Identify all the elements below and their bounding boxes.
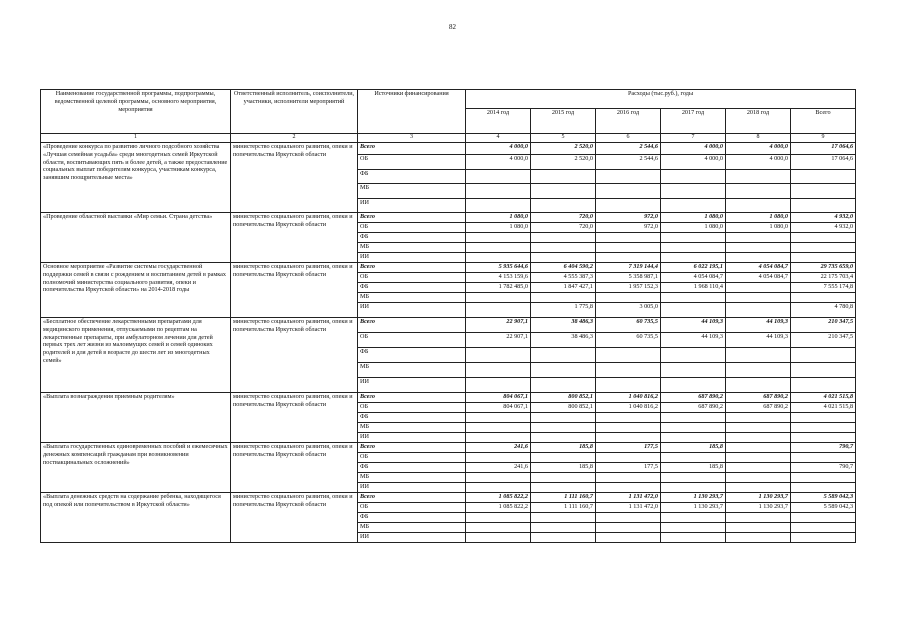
expense-value [596, 363, 661, 378]
table-row [41, 318, 856, 333]
executor-name: министерство социального развития, опеки и попечительства Иркутской области [231, 443, 358, 493]
expense-value [531, 413, 596, 423]
expense-value [596, 413, 661, 423]
expense-value [596, 533, 661, 543]
expense-value [661, 253, 726, 263]
expense-value [531, 243, 596, 253]
funding-source: МБ [358, 293, 466, 303]
funding-source: ИИ [358, 378, 466, 393]
expense-value: 17 064,6 [791, 155, 856, 170]
expense-value [661, 423, 726, 433]
column-number: 8 [726, 134, 791, 143]
column-number: 4 [466, 134, 531, 143]
expense-value [661, 473, 726, 483]
activity-name: «Бесплатное обеспечение лекарственными препаратами для медицинского применения, отпускаемыми по рецептам на лекарственные препараты, при амбулаторном лечении для детей первых трех лет жизни из малоимущих семей и семей одиноких родителей и для детей в возрасте до шести лет из многодетных семей» [41, 318, 231, 393]
funding-source: ФБ [358, 513, 466, 523]
expense-value [466, 513, 531, 523]
expense-value: 4 054 084,7 [726, 263, 791, 273]
column-number: 5 [531, 134, 596, 143]
column-number: 6 [596, 134, 661, 143]
funding-source: ИИ [358, 199, 466, 213]
expense-value [791, 423, 856, 433]
expense-value [661, 363, 726, 378]
expense-value [661, 233, 726, 243]
expense-value [466, 453, 531, 463]
funding-source: МБ [358, 473, 466, 483]
funding-source: ИИ [358, 303, 466, 318]
expense-value: 1 111 160,7 [531, 493, 596, 503]
expense-value [726, 243, 791, 253]
expense-value: 4 054 084,7 [726, 273, 791, 283]
expense-value [661, 533, 726, 543]
executor-name: министерство социального развития, опеки и попечительства Иркутской области [231, 493, 358, 543]
expense-value: 720,0 [531, 213, 596, 223]
funding-source: ОБ [358, 155, 466, 170]
expense-value [726, 170, 791, 184]
expense-value [466, 170, 531, 184]
funding-source: ИИ [358, 433, 466, 443]
expense-value: 1 782 485,0 [466, 283, 531, 293]
expense-value: 1 130 293,7 [726, 503, 791, 513]
expense-value [661, 513, 726, 523]
expense-value [726, 283, 791, 293]
expense-value [791, 473, 856, 483]
expense-value: 1 130 293,7 [726, 493, 791, 503]
expense-value: 790,7 [791, 463, 856, 473]
expense-value: 800 852,1 [531, 403, 596, 413]
expense-value [596, 473, 661, 483]
expense-value [726, 199, 791, 213]
header-name: Наименование государственной программы, подпрограммы, ведомственной целевой программы, основного мероприятия, мероприятия [41, 90, 231, 134]
expense-value [661, 378, 726, 393]
expense-value [661, 523, 726, 533]
expense-value [791, 483, 856, 493]
expense-value [726, 473, 791, 483]
expense-value: 5 589 042,3 [791, 503, 856, 513]
expense-value [726, 348, 791, 363]
expense-value [791, 378, 856, 393]
expense-value: 1 080,0 [466, 223, 531, 233]
expense-value [791, 523, 856, 533]
funding-source: МБ [358, 423, 466, 433]
expense-value [726, 378, 791, 393]
expense-value: 60 735,5 [596, 333, 661, 348]
funding-source: ИИ [358, 253, 466, 263]
funding-source: ОБ [358, 453, 466, 463]
expense-value: 4 000,0 [726, 143, 791, 155]
expense-value [726, 523, 791, 533]
expense-value [531, 533, 596, 543]
expense-value [531, 433, 596, 443]
expense-value [466, 253, 531, 263]
expense-value [531, 473, 596, 483]
expense-value: 1 080,0 [661, 213, 726, 223]
executor-name: министерство социального развития, опеки и попечительства Иркутской области [231, 393, 358, 443]
expense-value: 29 735 659,0 [791, 263, 856, 273]
expense-value [466, 303, 531, 318]
expense-value [466, 348, 531, 363]
expense-value [726, 293, 791, 303]
expense-value [531, 513, 596, 523]
expense-value [661, 348, 726, 363]
expense-value: 2 544,6 [596, 143, 661, 155]
expense-value [791, 243, 856, 253]
header-year: 2015 год [531, 109, 596, 134]
activity-name: «Проведение областной выставки «Мир семьи. Страна детства» [41, 213, 231, 263]
expense-value: 38 486,3 [531, 333, 596, 348]
expense-value [531, 253, 596, 263]
expense-value [726, 533, 791, 543]
expense-value [726, 453, 791, 463]
expense-value [661, 453, 726, 463]
expense-value [466, 199, 531, 213]
expense-value: 38 486,3 [531, 318, 596, 333]
expense-value [791, 453, 856, 463]
expense-value [531, 348, 596, 363]
expense-value [596, 433, 661, 443]
funding-source: ИИ [358, 533, 466, 543]
expense-value [661, 433, 726, 443]
expense-value [726, 363, 791, 378]
expense-value: 4 000,0 [466, 155, 531, 170]
expense-value [531, 483, 596, 493]
funding-source: МБ [358, 363, 466, 378]
expense-value: 1 111 160,7 [531, 503, 596, 513]
expense-value [791, 433, 856, 443]
expense-value: 185,8 [531, 463, 596, 473]
expense-value: 4 780,8 [791, 303, 856, 318]
header-year: 2014 год [466, 109, 531, 134]
funding-source: Всего [358, 263, 466, 273]
expense-value: 185,8 [531, 443, 596, 453]
expense-value: 2 520,0 [531, 143, 596, 155]
expense-value [466, 184, 531, 199]
expense-value: 7 555 174,8 [791, 283, 856, 293]
expense-value [531, 184, 596, 199]
expense-value [596, 348, 661, 363]
expense-value: 185,8 [661, 463, 726, 473]
expense-value: 210 347,5 [791, 333, 856, 348]
expense-value [791, 413, 856, 423]
expense-value: 1 957 152,3 [596, 283, 661, 293]
expense-value [466, 293, 531, 303]
expense-value: 4 000,0 [726, 155, 791, 170]
expense-value [791, 170, 856, 184]
expense-value [661, 293, 726, 303]
table-row [41, 493, 856, 503]
expense-value: 804 067,1 [466, 403, 531, 413]
expense-value [791, 199, 856, 213]
expense-value [596, 453, 661, 463]
funding-source: ФБ [358, 283, 466, 293]
expense-value: 177,5 [596, 463, 661, 473]
expense-value: 22 175 703,4 [791, 273, 856, 283]
expense-value: 1 085 822,2 [466, 493, 531, 503]
expense-value [531, 199, 596, 213]
expense-value: 972,0 [596, 213, 661, 223]
expense-value [726, 184, 791, 199]
funding-source: ФБ [358, 233, 466, 243]
expense-value: 4 932,0 [791, 223, 856, 233]
expense-value: 1 131 472,0 [596, 493, 661, 503]
expense-value [466, 433, 531, 443]
funding-source: ФБ [358, 413, 466, 423]
expense-value [596, 423, 661, 433]
expense-value [661, 243, 726, 253]
expense-value: 4 932,0 [791, 213, 856, 223]
expense-value: 4 000,0 [466, 143, 531, 155]
expense-value [726, 463, 791, 473]
expense-value: 185,8 [661, 443, 726, 453]
expense-value: 1 040 816,2 [596, 403, 661, 413]
expense-value [531, 523, 596, 533]
column-number: 1 [41, 134, 231, 143]
activity-name: «Проведение конкурса по развитию личного подсобного хозяйства «Лучшая семейная усадьба» среди многодетных семей Иркутской области, воспитывающих пять и более детей, а также предоставление социальных выплат победителям конкурса, участникам конкурса, занявшим поощрительные места» [41, 143, 231, 213]
expense-value: 1 775,8 [531, 303, 596, 318]
expense-value [791, 363, 856, 378]
activity-name: «Выплата денежных средств на содержание ребенка, находящегося под опекой или попечительством в Иркутской области» [41, 493, 231, 543]
expense-value [466, 533, 531, 543]
header-expenses: Расходы (тыс.руб.), годы [466, 90, 856, 109]
expense-value: 800 852,1 [531, 393, 596, 403]
expense-value: 1 131 472,0 [596, 503, 661, 513]
expense-value: 972,0 [596, 223, 661, 233]
expense-value [596, 243, 661, 253]
funding-source: Всего [358, 443, 466, 453]
funding-source: ФБ [358, 463, 466, 473]
table-row [41, 443, 856, 453]
expense-value [466, 363, 531, 378]
expense-value: 1 080,0 [466, 213, 531, 223]
expense-value: 177,5 [596, 443, 661, 453]
expense-value [531, 423, 596, 433]
expense-value: 6 022 195,1 [661, 263, 726, 273]
expense-value: 210 347,5 [791, 318, 856, 333]
expense-value: 687 890,2 [726, 393, 791, 403]
expense-value: 1 040 816,2 [596, 393, 661, 403]
funding-source: ФБ [358, 170, 466, 184]
activity-name: «Выплата государственных единовременных пособий и ежемесячных денежных компенсаций гражданам при возникновении поствакцинальных осложнений» [41, 443, 231, 493]
expense-value [596, 170, 661, 184]
funding-source: МБ [358, 184, 466, 199]
activity-name: «Выплата вознаграждения приемным родителям» [41, 393, 231, 443]
expense-value [596, 233, 661, 243]
table-row [41, 263, 856, 273]
expense-value [596, 523, 661, 533]
expense-value: 4 000,0 [661, 143, 726, 155]
expense-value [531, 293, 596, 303]
expense-value: 3 005,0 [596, 303, 661, 318]
header-year: 2016 год [596, 109, 661, 134]
expense-value [531, 233, 596, 243]
expense-value: 687 890,2 [661, 403, 726, 413]
expense-value [466, 413, 531, 423]
expense-value [466, 483, 531, 493]
expense-value [726, 513, 791, 523]
expense-value: 1 080,0 [661, 223, 726, 233]
expense-value [466, 378, 531, 393]
funding-source: МБ [358, 523, 466, 533]
expense-value [466, 523, 531, 533]
expense-value: 2 544,6 [596, 155, 661, 170]
column-number: 9 [791, 134, 856, 143]
expense-value: 1 080,0 [726, 223, 791, 233]
expense-value [466, 233, 531, 243]
expense-value: 60 735,5 [596, 318, 661, 333]
expense-value [661, 413, 726, 423]
expense-value [661, 184, 726, 199]
expense-value: 6 404 590,2 [531, 263, 596, 273]
expense-value: 4 555 387,3 [531, 273, 596, 283]
header-source: Источники финансирования [358, 90, 466, 134]
expense-value [596, 184, 661, 199]
expense-value [466, 473, 531, 483]
expense-value: 5 358 987,1 [596, 273, 661, 283]
column-number: 2 [231, 134, 358, 143]
activity-name: Основное мероприятие «Развитие системы государственной поддержки семей в связи с рождением и воспитанием детей в рамках полномочий министерства социального развития, опеки и попечительства Иркутской области» на 2014-2018 годы [41, 263, 231, 318]
funding-source: ФБ [358, 348, 466, 363]
expense-value: 44 109,3 [661, 318, 726, 333]
expense-value [726, 443, 791, 453]
expense-value: 804 067,1 [466, 393, 531, 403]
expense-value [726, 303, 791, 318]
funding-source: Всего [358, 493, 466, 503]
expense-value: 1 080,0 [726, 213, 791, 223]
expense-value: 4 054 084,7 [661, 273, 726, 283]
funding-source: ОБ [358, 333, 466, 348]
expense-value: 2 520,0 [531, 155, 596, 170]
expense-value [531, 363, 596, 378]
expense-value: 44 109,3 [726, 333, 791, 348]
expense-value [726, 423, 791, 433]
expense-value [791, 233, 856, 243]
expense-value [726, 233, 791, 243]
header-total: Всего [791, 109, 856, 134]
expense-value [661, 170, 726, 184]
expense-value [726, 413, 791, 423]
expense-value: 22 907,1 [466, 318, 531, 333]
funding-source: МБ [358, 243, 466, 253]
funding-source: Всего [358, 143, 466, 155]
table-row [41, 393, 856, 403]
expense-value [596, 378, 661, 393]
expense-value [661, 483, 726, 493]
expense-value: 1 968 110,4 [661, 283, 726, 293]
executor-name: министерство социального развития, опеки и попечительства Иркутской области [231, 263, 358, 318]
funding-source: ОБ [358, 273, 466, 283]
expense-value: 44 109,3 [661, 333, 726, 348]
expense-value [531, 170, 596, 184]
expense-value [791, 513, 856, 523]
expense-value: 4 021 515,8 [791, 393, 856, 403]
expense-value [466, 243, 531, 253]
table-row [41, 143, 856, 155]
expense-value [791, 348, 856, 363]
expense-value [791, 533, 856, 543]
expense-value [791, 293, 856, 303]
expense-value: 241,6 [466, 443, 531, 453]
expense-value: 1 130 293,7 [661, 493, 726, 503]
header-executor: Ответственный исполнитель, соисполнители, участники, исполнители мероприятий [231, 90, 358, 134]
expense-value: 790,7 [791, 443, 856, 453]
expense-value: 1 130 293,7 [661, 503, 726, 513]
expense-value: 22 907,1 [466, 333, 531, 348]
expense-value: 241,6 [466, 463, 531, 473]
expense-value: 1 847 427,1 [531, 283, 596, 293]
expense-value: 720,0 [531, 223, 596, 233]
expense-value: 17 064,6 [791, 143, 856, 155]
expense-value [596, 293, 661, 303]
funding-source: ОБ [358, 503, 466, 513]
executor-name: министерство социального развития, опеки и попечительства Иркутской области [231, 213, 358, 263]
expense-value [531, 453, 596, 463]
table-row [41, 213, 856, 223]
funding-source: Всего [358, 213, 466, 223]
expense-value [726, 253, 791, 263]
expense-value [726, 483, 791, 493]
funding-source: ОБ [358, 223, 466, 233]
funding-source: Всего [358, 318, 466, 333]
expense-value: 44 109,3 [726, 318, 791, 333]
expense-value [466, 423, 531, 433]
expense-value: 1 085 822,2 [466, 503, 531, 513]
header-year: 2017 год [661, 109, 726, 134]
funding-source: ОБ [358, 403, 466, 413]
funding-source: ИИ [358, 483, 466, 493]
expense-value [791, 184, 856, 199]
expense-value [661, 199, 726, 213]
expense-value [661, 303, 726, 318]
expense-value: 687 890,2 [661, 393, 726, 403]
executor-name: министерство социального развития, опеки и попечительства Иркутской области [231, 143, 358, 213]
page-number: 82 [449, 23, 456, 31]
expense-value: 4 000,0 [661, 155, 726, 170]
expense-value: 4 021 515,8 [791, 403, 856, 413]
expense-value: 687 890,2 [726, 403, 791, 413]
expense-value [531, 378, 596, 393]
expense-value [791, 253, 856, 263]
funding-source: Всего [358, 393, 466, 403]
expense-value [596, 513, 661, 523]
expense-value [596, 199, 661, 213]
expense-value: 5 935 644,6 [466, 263, 531, 273]
header-year: 2018 год [726, 109, 791, 134]
expense-value [596, 483, 661, 493]
expense-value: 5 589 042,3 [791, 493, 856, 503]
expense-value [596, 253, 661, 263]
column-number: 3 [358, 134, 466, 143]
expense-value [726, 433, 791, 443]
expense-value: 4 153 159,6 [466, 273, 531, 283]
executor-name: министерство социального развития, опеки и попечительства Иркутской области [231, 318, 358, 393]
expense-value: 7 319 144,4 [596, 263, 661, 273]
budget-table [40, 89, 856, 543]
column-number: 7 [661, 134, 726, 143]
